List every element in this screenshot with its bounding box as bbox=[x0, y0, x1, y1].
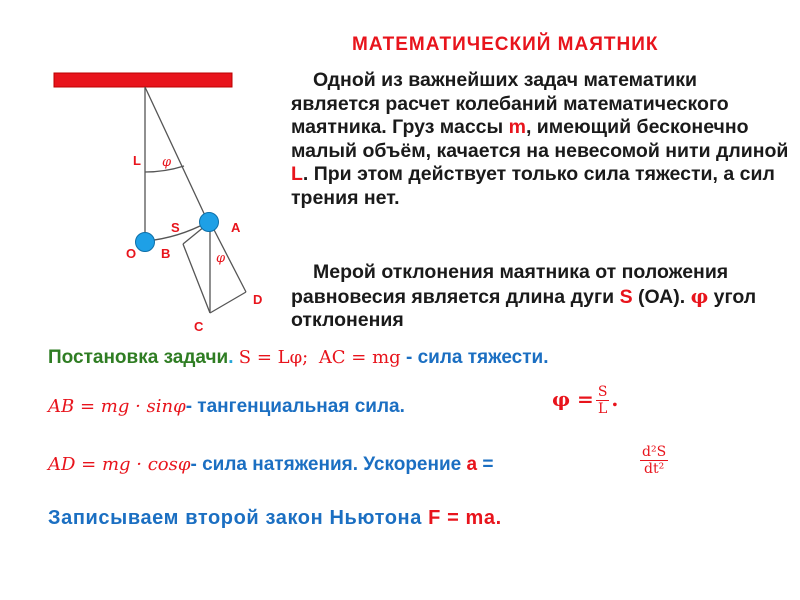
phi-symbol: φ bbox=[690, 284, 709, 308]
intro-text-2: , имеющий бесконечно малый объём, качается на невесомой нити длиной bbox=[291, 116, 789, 162]
string-deflected-OA bbox=[145, 87, 208, 222]
deviation-text-2: (ОА). bbox=[632, 285, 691, 308]
label-D: D bbox=[253, 292, 263, 307]
pendulum-diagram bbox=[0, 0, 290, 345]
label-A: A bbox=[231, 220, 241, 235]
acceleration-denominator: dt² bbox=[643, 461, 665, 477]
intro-paragraph bbox=[291, 69, 791, 211]
phi-fraction bbox=[596, 384, 610, 417]
acceleration-numerator: d²S bbox=[642, 444, 667, 460]
arc-symbol: S bbox=[619, 285, 633, 308]
label-phi-bottom: φ bbox=[216, 251, 226, 266]
label-C: C bbox=[194, 319, 204, 334]
label-O: O bbox=[126, 246, 137, 261]
acceleration-equals: = bbox=[477, 454, 494, 475]
formula-s-equals-lphi: S = Lφ; bbox=[238, 347, 309, 368]
phi-equation bbox=[552, 384, 618, 417]
bob-A bbox=[200, 213, 219, 232]
formula-ac-equals-mg: AC = mg bbox=[318, 347, 401, 368]
label-S: S bbox=[171, 220, 180, 235]
problem-statement-line bbox=[48, 347, 549, 369]
phi-equation-dot: . bbox=[611, 387, 619, 411]
deviation-text-1: Мерой отклонения маятника от положения равновесия является длина дуги bbox=[291, 261, 729, 308]
deviation-text-3: угол отклонения bbox=[291, 285, 757, 332]
formula-ab: AB = mg · sinφ bbox=[48, 396, 186, 417]
newton-law-line bbox=[48, 507, 502, 530]
problem-statement-label: Постановка задачи bbox=[48, 347, 229, 368]
length-symbol: L bbox=[291, 163, 303, 186]
segment-BC bbox=[183, 244, 210, 313]
mass-symbol: m bbox=[508, 116, 526, 139]
deviation-paragraph bbox=[291, 261, 791, 333]
phi-fraction-denominator: L bbox=[597, 401, 608, 417]
tension-force-label: - сила натяжения. Ускорение bbox=[190, 454, 467, 475]
bob-O bbox=[136, 233, 155, 252]
tension-force-line bbox=[48, 454, 493, 476]
newton-law-formula: F = ma. bbox=[428, 507, 502, 529]
ceiling-bar bbox=[54, 73, 232, 87]
phi-equation-lhs: φ = bbox=[552, 387, 594, 411]
formula-ad: AD = mg · cosφ bbox=[48, 454, 191, 475]
segment-DC bbox=[210, 292, 246, 313]
problem-statement-dot: . bbox=[228, 347, 234, 368]
intro-text-3: . При этом действует только сила тяжести, а сил трения нет. bbox=[291, 163, 775, 209]
newton-law-text: Записываем второй закон Ньютона bbox=[48, 507, 429, 529]
label-L: L bbox=[133, 153, 141, 168]
tangential-force-label: - тангенциальная сила. bbox=[185, 396, 405, 417]
acceleration-fraction bbox=[640, 444, 668, 477]
tangential-force-line bbox=[48, 396, 405, 418]
slide-title: МАТЕМАТИЧЕСКИЙ МАЯТНИК bbox=[352, 34, 659, 55]
label-B: B bbox=[161, 246, 171, 261]
intro-text-1: Одной из важнейших задач математики является расчет колебаний математического маятника. Груз массы bbox=[291, 69, 729, 139]
acceleration-symbol: a bbox=[466, 454, 478, 475]
gravity-force-label: - сила тяжести. bbox=[400, 347, 549, 368]
label-phi-top: φ bbox=[162, 155, 172, 170]
phi-fraction-numerator: S bbox=[597, 384, 608, 400]
